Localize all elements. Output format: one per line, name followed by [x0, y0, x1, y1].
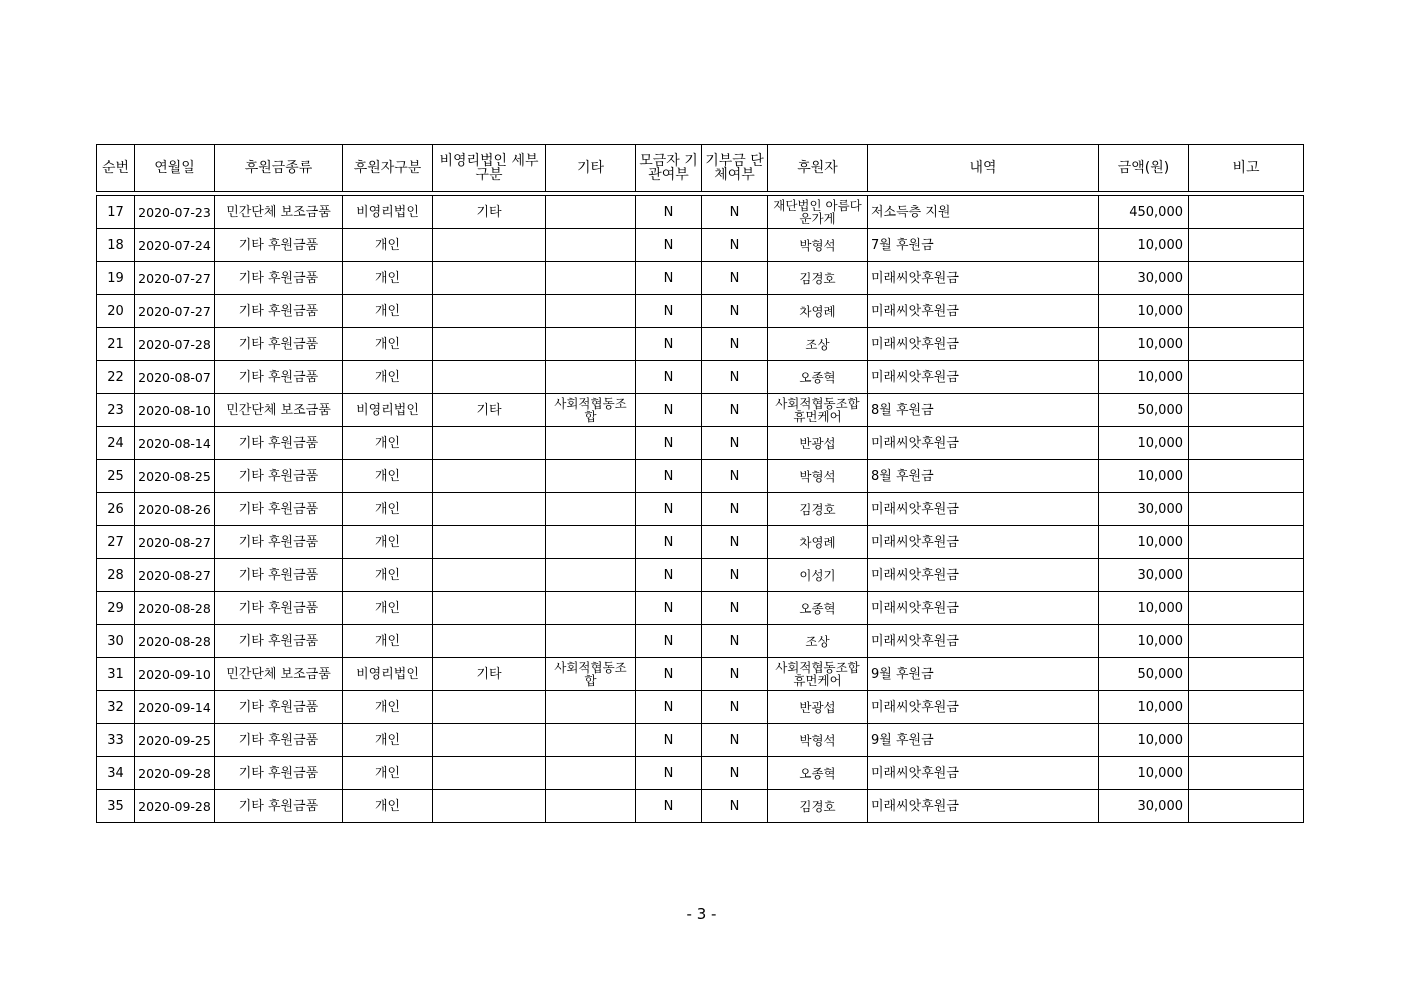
cell-donation-type: 민간단체 보조금품: [215, 658, 343, 691]
cell-seq: 27: [97, 526, 135, 559]
cell-details: 미래씨앗후원금: [868, 691, 1099, 724]
header-row: [97, 145, 1304, 192]
cell-donor-type: 개인: [343, 592, 433, 625]
cell-other: [546, 625, 636, 658]
cell-seq: 31: [97, 658, 135, 691]
table-body: [97, 196, 1304, 823]
cell-date: 2020-09-10: [135, 658, 215, 691]
cell-donation-org-flag: N: [702, 592, 768, 625]
cell-seq: 33: [97, 724, 135, 757]
cell-donor: 박형석: [768, 724, 868, 757]
cell-remarks: [1189, 493, 1304, 526]
cell-other: [546, 790, 636, 823]
cell-donation-org-flag: N: [702, 625, 768, 658]
cell-details: 미래씨앗후원금: [868, 790, 1099, 823]
cell-donation-type: 기타 후원금품: [215, 262, 343, 295]
cell-details: 미래씨앗후원금: [868, 427, 1099, 460]
cell-other: [546, 691, 636, 724]
cell-amount: 50,000: [1099, 658, 1189, 691]
cell-seq: 23: [97, 394, 135, 427]
header-nonprofit-detail: 비영리법인 세부구분: [433, 145, 546, 192]
cell-fundraiser-flag: N: [636, 724, 702, 757]
cell-date: 2020-09-28: [135, 790, 215, 823]
cell-details: 9월 후원금: [868, 658, 1099, 691]
cell-seq: 22: [97, 361, 135, 394]
header-donation-org-flag: 기부금 단체여부: [702, 145, 768, 192]
cell-donor: 오종혁: [768, 361, 868, 394]
cell-donor: 오종혁: [768, 592, 868, 625]
cell-donation-org-flag: N: [702, 493, 768, 526]
cell-fundraiser-flag: N: [636, 460, 702, 493]
cell-details: 미래씨앗후원금: [868, 526, 1099, 559]
cell-donor-type: 개인: [343, 262, 433, 295]
cell-remarks: [1189, 262, 1304, 295]
cell-donation-org-flag: N: [702, 559, 768, 592]
cell-other: 사회적협동조합: [546, 658, 636, 691]
cell-donor: 재단법인 아름다운가게: [768, 196, 868, 229]
cell-fundraiser-flag: N: [636, 790, 702, 823]
cell-donation-org-flag: N: [702, 526, 768, 559]
cell-fundraiser-flag: N: [636, 394, 702, 427]
cell-seq: 30: [97, 625, 135, 658]
cell-donor-type: 개인: [343, 229, 433, 262]
cell-remarks: [1189, 394, 1304, 427]
cell-donation-org-flag: N: [702, 724, 768, 757]
cell-other: [546, 427, 636, 460]
cell-seq: 18: [97, 229, 135, 262]
table-row: [97, 460, 1304, 493]
cell-fundraiser-flag: N: [636, 328, 702, 361]
cell-date: 2020-08-14: [135, 427, 215, 460]
cell-details: 8월 후원금: [868, 460, 1099, 493]
cell-remarks: [1189, 328, 1304, 361]
cell-donor: 사회적협동조합 휴먼케어: [768, 394, 868, 427]
cell-nonprofit-detail: 기타: [433, 196, 546, 229]
cell-amount: 30,000: [1099, 493, 1189, 526]
cell-remarks: [1189, 295, 1304, 328]
header-details: 내역: [868, 145, 1099, 192]
cell-date: 2020-08-10: [135, 394, 215, 427]
cell-donor: 김경호: [768, 790, 868, 823]
table-row: [97, 724, 1304, 757]
cell-date: 2020-08-07: [135, 361, 215, 394]
table-row: [97, 229, 1304, 262]
cell-donation-type: 기타 후원금품: [215, 592, 343, 625]
cell-donation-type: 기타 후원금품: [215, 295, 343, 328]
cell-donation-org-flag: N: [702, 658, 768, 691]
cell-nonprofit-detail: [433, 592, 546, 625]
cell-details: 9월 후원금: [868, 724, 1099, 757]
cell-donor-type: 개인: [343, 526, 433, 559]
cell-donor-type: 개인: [343, 328, 433, 361]
cell-amount: 450,000: [1099, 196, 1189, 229]
cell-other: [546, 526, 636, 559]
cell-nonprofit-detail: [433, 559, 546, 592]
table-row: [97, 196, 1304, 229]
cell-fundraiser-flag: N: [636, 493, 702, 526]
cell-nonprofit-detail: [433, 427, 546, 460]
cell-fundraiser-flag: N: [636, 526, 702, 559]
cell-fundraiser-flag: N: [636, 196, 702, 229]
table-row: [97, 295, 1304, 328]
cell-donation-type: 기타 후원금품: [215, 427, 343, 460]
cell-amount: 10,000: [1099, 361, 1189, 394]
cell-seq: 26: [97, 493, 135, 526]
cell-donor-type: 비영리법인: [343, 658, 433, 691]
cell-other: [546, 559, 636, 592]
cell-donation-org-flag: N: [702, 196, 768, 229]
cell-nonprofit-detail: 기타: [433, 658, 546, 691]
cell-other: [546, 262, 636, 295]
cell-seq: 21: [97, 328, 135, 361]
cell-nonprofit-detail: [433, 295, 546, 328]
cell-details: 미래씨앗후원금: [868, 493, 1099, 526]
cell-amount: 10,000: [1099, 229, 1189, 262]
cell-donation-org-flag: N: [702, 328, 768, 361]
cell-details: 8월 후원금: [868, 394, 1099, 427]
cell-seq: 29: [97, 592, 135, 625]
cell-amount: 10,000: [1099, 592, 1189, 625]
cell-donor: 박형석: [768, 229, 868, 262]
cell-donation-type: 기타 후원금품: [215, 229, 343, 262]
cell-amount: 10,000: [1099, 757, 1189, 790]
page-number: - 3 -: [686, 905, 717, 923]
cell-donor: 박형석: [768, 460, 868, 493]
cell-other: [546, 460, 636, 493]
cell-other: [546, 295, 636, 328]
donation-table: [96, 144, 1304, 823]
cell-nonprofit-detail: 기타: [433, 394, 546, 427]
cell-donor: 반광섭: [768, 427, 868, 460]
cell-amount: 10,000: [1099, 295, 1189, 328]
cell-donor-type: 개인: [343, 295, 433, 328]
cell-donation-type: 기타 후원금품: [215, 361, 343, 394]
header-date: 연월일: [135, 145, 215, 192]
table-row: [97, 427, 1304, 460]
header-donor: 후원자: [768, 145, 868, 192]
cell-details: 7월 후원금: [868, 229, 1099, 262]
cell-donation-type: 기타 후원금품: [215, 460, 343, 493]
cell-date: 2020-09-28: [135, 757, 215, 790]
cell-fundraiser-flag: N: [636, 295, 702, 328]
cell-seq: 20: [97, 295, 135, 328]
cell-date: 2020-07-27: [135, 295, 215, 328]
cell-donation-org-flag: N: [702, 262, 768, 295]
cell-donation-type: 기타 후원금품: [215, 757, 343, 790]
cell-details: 미래씨앗후원금: [868, 328, 1099, 361]
cell-fundraiser-flag: N: [636, 625, 702, 658]
cell-donation-org-flag: N: [702, 361, 768, 394]
cell-donor-type: 개인: [343, 460, 433, 493]
cell-fundraiser-flag: N: [636, 361, 702, 394]
cell-remarks: [1189, 658, 1304, 691]
cell-donation-org-flag: N: [702, 394, 768, 427]
cell-fundraiser-flag: N: [636, 262, 702, 295]
cell-seq: 19: [97, 262, 135, 295]
cell-donor-type: 개인: [343, 724, 433, 757]
cell-date: 2020-08-27: [135, 526, 215, 559]
table-row: [97, 658, 1304, 691]
cell-amount: 10,000: [1099, 625, 1189, 658]
cell-seq: 25: [97, 460, 135, 493]
cell-other: [546, 229, 636, 262]
cell-amount: 10,000: [1099, 460, 1189, 493]
cell-donation-org-flag: N: [702, 229, 768, 262]
cell-remarks: [1189, 691, 1304, 724]
cell-donor: 반광섭: [768, 691, 868, 724]
cell-donor-type: 개인: [343, 493, 433, 526]
cell-seq: 34: [97, 757, 135, 790]
cell-amount: 30,000: [1099, 262, 1189, 295]
cell-nonprofit-detail: [433, 790, 546, 823]
cell-date: 2020-08-27: [135, 559, 215, 592]
cell-seq: 24: [97, 427, 135, 460]
cell-date: 2020-07-23: [135, 196, 215, 229]
cell-donor-type: 개인: [343, 559, 433, 592]
cell-donation-type: 기타 후원금품: [215, 790, 343, 823]
table-row: [97, 328, 1304, 361]
cell-donor: 조상: [768, 328, 868, 361]
cell-nonprofit-detail: [433, 361, 546, 394]
cell-fundraiser-flag: N: [636, 658, 702, 691]
cell-donor-type: 비영리법인: [343, 196, 433, 229]
table-row: [97, 493, 1304, 526]
cell-donation-org-flag: N: [702, 757, 768, 790]
header-fundraiser-flag: 모금자 기관여부: [636, 145, 702, 192]
cell-seq: 35: [97, 790, 135, 823]
cell-other: [546, 328, 636, 361]
cell-details: 미래씨앗후원금: [868, 625, 1099, 658]
cell-donor-type: 개인: [343, 361, 433, 394]
cell-remarks: [1189, 724, 1304, 757]
cell-date: 2020-07-27: [135, 262, 215, 295]
cell-donor-type: 개인: [343, 790, 433, 823]
cell-amount: 10,000: [1099, 526, 1189, 559]
cell-amount: 50,000: [1099, 394, 1189, 427]
table-row: [97, 559, 1304, 592]
cell-details: 미래씨앗후원금: [868, 262, 1099, 295]
cell-other: [546, 757, 636, 790]
cell-other: 사회적협동조합: [546, 394, 636, 427]
cell-donor-type: 개인: [343, 625, 433, 658]
cell-donation-type: 기타 후원금품: [215, 559, 343, 592]
header-donor-type: 후원자구분: [343, 145, 433, 192]
cell-donation-type: 기타 후원금품: [215, 493, 343, 526]
cell-nonprofit-detail: [433, 625, 546, 658]
cell-amount: 30,000: [1099, 559, 1189, 592]
cell-donor: 오종혁: [768, 757, 868, 790]
cell-amount: 30,000: [1099, 790, 1189, 823]
cell-donation-type: 기타 후원금품: [215, 691, 343, 724]
table-row: [97, 757, 1304, 790]
cell-date: 2020-08-25: [135, 460, 215, 493]
table-row: [97, 394, 1304, 427]
cell-donation-type: 민간단체 보조금품: [215, 394, 343, 427]
header-donation-type: 후원금종류: [215, 145, 343, 192]
cell-donation-org-flag: N: [702, 460, 768, 493]
cell-amount: 10,000: [1099, 691, 1189, 724]
cell-date: 2020-09-25: [135, 724, 215, 757]
cell-amount: 10,000: [1099, 427, 1189, 460]
table-row: [97, 526, 1304, 559]
cell-date: 2020-07-24: [135, 229, 215, 262]
cell-donation-type: 기타 후원금품: [215, 625, 343, 658]
cell-remarks: [1189, 559, 1304, 592]
cell-other: [546, 196, 636, 229]
cell-donation-org-flag: N: [702, 295, 768, 328]
cell-donor: 사회적협동조합 휴먼케어: [768, 658, 868, 691]
cell-seq: 32: [97, 691, 135, 724]
cell-details: 미래씨앗후원금: [868, 361, 1099, 394]
cell-nonprofit-detail: [433, 493, 546, 526]
cell-remarks: [1189, 625, 1304, 658]
table-row: [97, 625, 1304, 658]
cell-fundraiser-flag: N: [636, 229, 702, 262]
cell-donation-type: 기타 후원금품: [215, 724, 343, 757]
cell-donor: 차영례: [768, 526, 868, 559]
cell-date: 2020-09-14: [135, 691, 215, 724]
cell-donor-type: 비영리법인: [343, 394, 433, 427]
cell-amount: 10,000: [1099, 724, 1189, 757]
table-row: [97, 592, 1304, 625]
cell-other: [546, 493, 636, 526]
cell-donor: 김경호: [768, 262, 868, 295]
cell-donor-type: 개인: [343, 757, 433, 790]
cell-donor: 이성기: [768, 559, 868, 592]
cell-nonprofit-detail: [433, 328, 546, 361]
cell-other: [546, 361, 636, 394]
header-other: 기타: [546, 145, 636, 192]
cell-donation-org-flag: N: [702, 427, 768, 460]
cell-donation-type: 기타 후원금품: [215, 328, 343, 361]
cell-nonprofit-detail: [433, 526, 546, 559]
cell-fundraiser-flag: N: [636, 757, 702, 790]
cell-details: 미래씨앗후원금: [868, 295, 1099, 328]
cell-nonprofit-detail: [433, 229, 546, 262]
cell-fundraiser-flag: N: [636, 427, 702, 460]
cell-fundraiser-flag: N: [636, 691, 702, 724]
cell-fundraiser-flag: N: [636, 559, 702, 592]
cell-remarks: [1189, 196, 1304, 229]
cell-amount: 10,000: [1099, 328, 1189, 361]
cell-date: 2020-08-28: [135, 592, 215, 625]
cell-donation-org-flag: N: [702, 691, 768, 724]
table-row: [97, 262, 1304, 295]
cell-remarks: [1189, 790, 1304, 823]
table-row: [97, 361, 1304, 394]
cell-date: 2020-07-28: [135, 328, 215, 361]
cell-details: 미래씨앗후원금: [868, 592, 1099, 625]
cell-donor: 조상: [768, 625, 868, 658]
cell-remarks: [1189, 526, 1304, 559]
header-seq: 순번: [97, 145, 135, 192]
donation-ledger: [96, 144, 1303, 823]
cell-remarks: [1189, 229, 1304, 262]
cell-seq: 28: [97, 559, 135, 592]
cell-other: [546, 724, 636, 757]
cell-nonprofit-detail: [433, 460, 546, 493]
cell-donation-type: 기타 후원금품: [215, 526, 343, 559]
table-row: [97, 691, 1304, 724]
cell-donation-type: 민간단체 보조금품: [215, 196, 343, 229]
cell-donor: 차영례: [768, 295, 868, 328]
cell-donor-type: 개인: [343, 427, 433, 460]
cell-date: 2020-08-26: [135, 493, 215, 526]
cell-remarks: [1189, 460, 1304, 493]
cell-nonprofit-detail: [433, 757, 546, 790]
cell-remarks: [1189, 361, 1304, 394]
header-remarks: 비고: [1189, 145, 1304, 192]
cell-date: 2020-08-28: [135, 625, 215, 658]
table-row: [97, 790, 1304, 823]
cell-other: [546, 592, 636, 625]
header-amount: 금액(원): [1099, 145, 1189, 192]
cell-nonprofit-detail: [433, 262, 546, 295]
cell-fundraiser-flag: N: [636, 592, 702, 625]
cell-details: 미래씨앗후원금: [868, 757, 1099, 790]
cell-remarks: [1189, 427, 1304, 460]
cell-nonprofit-detail: [433, 691, 546, 724]
cell-details: 저소득층 지원: [868, 196, 1099, 229]
cell-nonprofit-detail: [433, 724, 546, 757]
cell-seq: 17: [97, 196, 135, 229]
cell-remarks: [1189, 757, 1304, 790]
cell-donor: 김경호: [768, 493, 868, 526]
cell-remarks: [1189, 592, 1304, 625]
cell-details: 미래씨앗후원금: [868, 559, 1099, 592]
cell-donor-type: 개인: [343, 691, 433, 724]
cell-donation-org-flag: N: [702, 790, 768, 823]
